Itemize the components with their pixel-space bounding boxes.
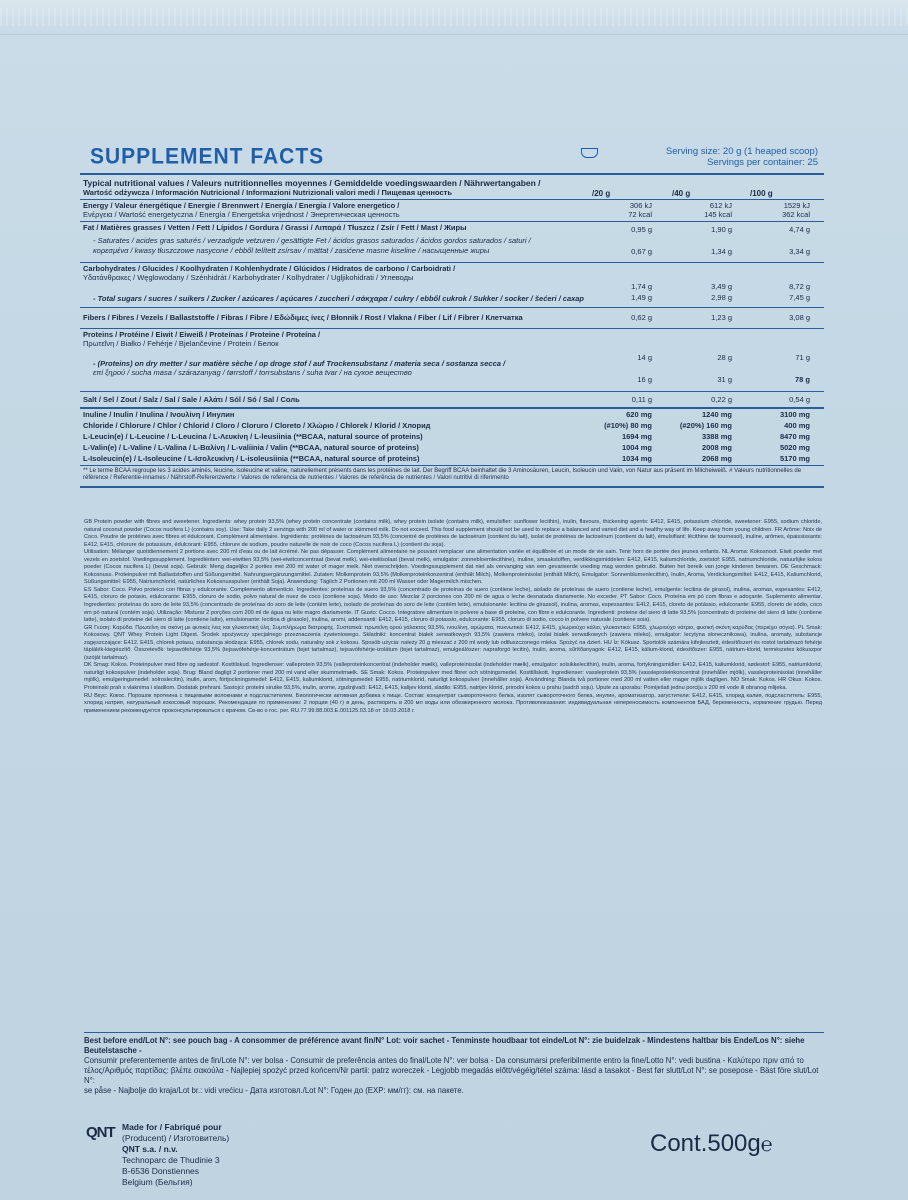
servings-per-container: Servings per container: 25: [707, 157, 818, 168]
row-label: Proteins / Protéine / Eiwit / Eiweiß / Proteínas / Proteine / Proteína /: [83, 330, 321, 339]
value-20g: 620 mg: [626, 410, 652, 419]
value-100g-kcal: 362 kcal: [782, 210, 810, 219]
value-100g: 3,08 g: [789, 313, 810, 322]
value-100g: 3100 mg: [779, 410, 810, 419]
value-100g-saturates: 3,34 g: [789, 247, 810, 256]
value-20g-kcal: 72 kcal: [628, 210, 652, 219]
value-40g-saturates: 1,34 g: [711, 247, 732, 256]
best-before-line: Best before end/Lot N°: see pouch bag - A consommer de préférence avant fin/N° Lot: voir sachet - Tenminste houdbaar tot einde/Lot N°: zie buidelzak - Mindestens haltbar bis Ende/Los N°: siehe Beutelstasche -: [84, 1036, 805, 1055]
value-20g-saturates: 0,67 g: [631, 247, 652, 256]
value-100g: 5020 mg: [779, 443, 810, 452]
value-100g: 1529 kJ: [783, 201, 810, 210]
nutrition-row-isoleucine: [80, 453, 824, 465]
row-label: Inuline / Inulin / Inulina / Ινουλίνη / Инулин: [83, 410, 235, 419]
value-20g: 306 kJ: [629, 201, 652, 210]
manufacturer-address: [122, 1122, 229, 1188]
qnt-logo: QNT: [86, 1124, 115, 1141]
column-header-40g: /40 g: [672, 189, 691, 198]
made-for-label: Made for / Fabriqué pour: [122, 1122, 222, 1132]
nutrition-row-chloride: [80, 420, 824, 431]
row-label-2: Ενέργεια / Wartość energetyczna / Energía / Energetska vrijednost / Энергетическая ценность: [83, 210, 400, 220]
ingredients-paragraph: GB Protein powder with fibres and sweetener. Ingredients: whey protein 93,5% (whey protein concentrate (contains milk), whey protein isolate (contains milk), emulsifier: sunflower lecithin), inulin, flavours, thickening agents: E412, E415, potassium chloride, sweetener: E955, sodium chloride, natural coconut powder (Cocos nucifera L) (contains soy). Use: Take daily 2 servings with 200 ml of water or skimmed milk. Do not exceed. This food supplement should not be used to replace a balanced and varied diet and a healthy way of life. Keep away from young children. FR Arôme: Noix de Coco. Poudre de protéines avec fibres et édulcorant. Complément alimentaire. Ingrédients: protéines de lactosérum 93,5% (concentré de protéines de lactosérum (contient du lait), isolat de protéines de lactosérum (contient du lait), émulsifiant: lécithine de tournesol), inuline, arômes, épaississants: E412, E415, chlorure de potassium, édulcorant: E955, chlorure de sodium, poudre naturelle de noix de coco (Cocos nucifera L) (contient du soja).: [84, 519, 822, 548]
bcaa-footnote: ** Le terme BCAA regroupe les 3 acides aminés, leucine, isoleucine et valine, naturellement présents dans les protéines de lait. Der Begriff BCAA beinhaltet die 3 Aminosäuren, Leucin, Isoleucin und Valin, von Natur aus präsent im Milcheiweiß. # Valeurs nutritionnelles de référence / Referentie-innames / Nährstoff-Referenzwerte / Valores de referencia de nutrientes / Valores de referência de nutrientes / Valori nutritivi di riferimento: [80, 465, 824, 484]
ingredients-paragraph: GR Γεύση: Καρύδα. Πρωτεΐνη σε σκόνη με φυτικές ίνες και γλυκαντική ύλη. Συμπλήρωμα διατροφής. Συστατικά: πρωτεΐνη ορού γάλακτος 93,5%, ινουλίνη, αρώματα, πυκνωτικά: E412, E415, χλωριούχο κάλιο, γλυκαντικό: E955, χλωριούχο νάτριο, φυσική σκόνη καρύδας (περιέχει σόγια). PL Smak: Kokosowy. QNT Whey Protein Light Digest. Środek spożywczy specjalnego przeznaczenia żywieniowego. Składniki: koncentrat białek serwatkowych 93,5% (zawiera mleko), izolat białek serwatkowych (zawiera mleko), emulgator: lecytyna słonecznikowa), inulina, aromaty, substancje zagęszczające: E412, E415, chlorek potasu, substancja słodząca: E955, chlorek sodu, naturalny sok z kokosu. Sposób użycia: należy 20 g mieszać z 200 ml wody lub odtłuszczonego mleka. Spożyć na dzień. HU Íz: Kókusz. Sportolók számára kifejlesztett, édesítőszert és rostot tartalmazó fehérje táplálék-kiegészítő. Összetevők: tejsavófehérje 93,5% (tejsavófehérje-koncentrátum (tejet tartalmaz), tejsavófehérje-izolátum (tejet tartalmaz), emulgeálószer: napraforgó lecitin), inulin, aroma, sűrítőanyagok: E412, E415, kálium-klorid, édesítőszer: E955, nátrium-klorid, természetes kókuszpor (szóját tartalmaz).: [84, 624, 822, 661]
row-label: Salt / Sel / Zout / Salz / Sal / Sale / Αλάτι / Sól / Só / Sal / Соль: [83, 395, 300, 404]
heat-seal-strip: [0, 0, 908, 35]
row-label: L-Valin(e) / L-Valine / L-Valina / L-Βαλίνη / L-valiinia / Valin (**BCAA, natural source of proteins): [83, 443, 419, 452]
value-40g: 612 kJ: [709, 201, 732, 210]
nutrition-row-inuline: [80, 407, 824, 420]
column-header-20g: /20 g: [592, 189, 611, 198]
value-20g-dry: 16 g: [637, 375, 652, 384]
value-40g-sugars: 2,98 g: [711, 293, 732, 302]
value-20g: 0,95 g: [631, 225, 652, 234]
row-label-saturates-2: κορεσμένα / kwasy tłuszczowe nasycone / ebből telített zsírsav / mättat / zasićene masne kiseline / насыщенные жиры: [93, 245, 490, 255]
value-20g-sugars: 1,49 g: [631, 293, 652, 302]
value-20g: 1004 mg: [621, 443, 652, 452]
nutrition-row-salt: [80, 391, 824, 407]
row-label-2: Υδατάνθρακες / Węglowodany / Szénhidrát / Karbohydrater / Kolhydrater / Ugljikohidrati / Углеводы: [83, 273, 414, 283]
ingredients-paragraph: ES Sabor: Coco. Polvo proteico con fibras y edulcorante. Complemento alimenticio. Ingredientes: proteínas de suero 93,5% (concentrado de proteínas de suero (contiene leche), aislado de proteínas de suero (contiene leche), emulgente: lecitina de girasol), inulina, aromas, espesantes: E412, E415, cloruro de potasio, edulcorante: E955, cloruro de sodio, polvo natural de nuez de coco (contiene soja). Modo de uso: Mezclar 2 porciones con 200 ml de agua o leche desnatada diariamente. No exceder. PT Sabor: Coco. Proteína em pó com fibras e adoçante. Suplemento alimentar. Ingredientes: proteínas do soro de leite 93,5% (concentrado de proteínas do soro de leite (contém leite), isolado de proteínas do soro de leite (contém leite), emulsionante: lecitina de girassol), inulina, aromas, espessantes: E412, E415, cloreto de potássio, edulcorante: E955, cloreto de sódio, coco em pó natural (contém soja). Utilização: Misturar 2 porções com 200 ml de água ou leite magro diariamente. IT Gusto: Cocco. Integratore alimentare in polvere a base di proteine, con fibre e edulcorante. Ingredienti: proteine del siero di latte 93,5% (concentrato di proteine del siero di latte (contiene latte), isolato di proteine del siero di latte (contiene latte), emulsionante: lecitina di girasole), inulina, aromi, addensanti: E412, E415, cloruro di potassio, edulcorante: E955, cloruro di sodio, cocco in polvere naturale (contiene soia).: [84, 586, 822, 624]
row-label: Fibers / Fibres / Vezels / Ballaststoffe / Fibras / Fibre / Εδώδιμες ίνες / Błonnik / Rost / Vlakna / Fiber / Lif / Fibrer / Клетчатка: [83, 313, 523, 322]
serving-info: [666, 146, 818, 168]
nutrition-row-leucine: [80, 431, 824, 442]
row-label-dry-matter-2: επί ξηρού / sucha masa / szárazanyag / tørrstoff / torrsubstans / suha tvar / на сухое вещество: [93, 367, 412, 377]
value-40g: 2068 mg: [701, 454, 732, 463]
value-40g: 2008 mg: [701, 443, 732, 452]
nutrition-header: [80, 175, 824, 199]
value-100g: 8470 mg: [779, 432, 810, 441]
panel-divider: [80, 486, 824, 488]
row-label: L-Isoleucin(e) / L-Isoleucine / L-Ισολευκίνη / L-isoleusiinia (**BCAA, natural source of proteins): [83, 454, 420, 463]
row-label-2: Πρωτεΐνη / Białko / Fehérje / Bjelančevine / Protein / Белок: [83, 339, 279, 349]
ingredients-paragraph: DK Smag: Kokos. Proteinpulver med fibre og sødestof. Kosttilskud. Ingredienser: valleprotein 93,5% (valleproteinkoncentrat (indeholder mælk), valleproteinisolat (indeholder mælk), emulgator: solsikkelecithin), inulin, aroma, fortykningsmidler: E412, E415, kaliumklorid, sødestof: E955, natriumklorid, naturligt kokospulver (indeholder soja). Brug: Bland dagligt 2 portioner med 200 ml vand eller skummetmælk. SE Smak: Kokos. Proteinpulver med fibrer och sötningsmedel. Kosttillskott. Ingredienser: vassleprotein 93,5% (vassleproteinkoncentrat (innehåller mjölk), vassleproteinisolat (innehåller mjölk), emulgeringsmedel: solroslecitin), inulin, arom, förtjockningsmedel: E412, E415, kaliumklorid, sötningsmedel: E955, natriumklorid, naturligt kokospulver (innehåller soja). Användning: Blanda två portioner med 200 ml vatten eller mager mjölk dagligen. NO Smak: Kokos. HR Okus: Kokos. Proteinski prah s vlaknima i sladilom. Dodatak prehrani. Sastojci: proteini sirutke 93,5%, inulin, arome, zgušnjivači: E412, E415, kalijev klorid, sladilo: E955, natrijev klorid, prirodni kokos u prahu (sadrži soju). Upute za uporabu: Pomiješati jednu porciju s 200 ml vode ili obranog mlijeka.: [84, 662, 822, 692]
nutrition-header-line1: Typical nutritional values / Valeurs nutritionnelles moyennes / Gemiddelde voedingswaarden / Nährwertangaben /: [83, 178, 541, 188]
row-label: L-Leucin(e) / L-Leucine / L-Leucina / L-Λευκίνη / L-leusiinia (**BCAA, natural source of proteins): [83, 432, 423, 441]
ingredients-paragraph: RU Вкус: Кокос. Порошок протеина с пищевыми волокнами и подсластителем. Биологически активная добавка к пище. Состав: концентрат сывороточного белка, изолят сывороточного белка, инулин, ароматизатор, загустители: E412, E415, хлорид калия, подсластитель: E955, хлорид натрия, натуральный кокосовый порошок. Рекомендации по применению: 2 порции (40 г) в день, растворить в 200 мл воды или обезжиренного молока. Противопоказания: индивидуальная непереносимость компонентов БАД, беременность, кормление грудью. Перед применением рекомендуется проконсультироваться с врачом. Св-во о гос. рег. RU.77.99.88.003.E.001125.03.18 от 19.03.2018 г.: [84, 692, 822, 714]
nutrition-row-proteins: [80, 328, 824, 391]
value-40g: 1,23 g: [711, 313, 732, 322]
value-100g-sugars: 7,45 g: [789, 293, 810, 302]
ingredients-multilingual: [84, 519, 822, 959]
address-country: Belgium (Бельгия): [122, 1177, 193, 1187]
value-20g: 1,74 g: [631, 282, 652, 291]
row-label: Fat / Matières grasses / Vetten / Fett / Lípidos / Gordura / Grassi / Λιπαρά / Tłuszcz / Zsír / Fett / Mast / Жиры: [83, 223, 467, 232]
row-label: Chloride / Chlorure / Chlor / Chlorid / Cloro / Cloruro / Cloreto / Χλώριο / Chlorek / Klorid / Хлорид: [83, 421, 431, 430]
value-100g: 8,72 g: [789, 282, 810, 291]
row-label: Energy / Valeur énergétique / Energie / Brennwert / Energía / Energia / Valore energetico /: [83, 201, 400, 210]
serving-size: Serving size: 20 g (1 heaped scoop): [665, 146, 818, 157]
row-label-saturates: - Saturates / acides gras saturés / verzadigde vetzuren / gesättigte Fet / ácidos grasos saturados / ácidos gordos saturados / saturi /: [93, 236, 531, 246]
best-before-line: Consumir preferentemente antes de fin/Lote N°: ver bolsa - Consumir de preferência antes do final/Lote N°: ver bolsa - Da consumarsi preferibilmente entro la fine/Lotto N°: vedi bustina - Καλύτερο πριν από το: [84, 1056, 804, 1065]
value-20g: 0,11 g: [631, 395, 652, 404]
value-20g: 1034 mg: [621, 454, 652, 463]
value-40g: 1,90 g: [711, 225, 732, 234]
value-100g-dry: 78 g: [794, 375, 810, 384]
value-20g: 14 g: [637, 353, 652, 362]
value-40g: (#20%) 160 mg: [679, 421, 732, 430]
value-100g: 71 g: [795, 353, 810, 362]
supplement-facts-panel: [80, 143, 824, 488]
best-before-line: se påse - Najbolje do kraja/Lot br.: vidi vrećicu - Дата изготовл./Lot N°: Годен до (EXP: мм/гг): см. на пакете.: [84, 1086, 464, 1095]
supplement-facts-header: [80, 143, 824, 175]
estimated-sign-icon: ℮: [760, 1134, 773, 1156]
net-content: [650, 1130, 773, 1158]
nutrition-row-fat: [80, 221, 824, 262]
row-label: Carbohydrates / Glucides / Koolhydraten / Kohlenhydrate / Glúcidos / Hidratos de carbono / Carboidrati /: [83, 264, 456, 273]
nutrition-header-line2: Wartość odżywcza / Información Nutricional / Informazioni Nutrizionali valori medi / Пищевая ценность: [83, 188, 452, 197]
address-street: Technoparc de Thudinie 3: [122, 1155, 220, 1165]
value-20g: 1694 mg: [621, 432, 652, 441]
value-20g: (#10%) 80 mg: [604, 421, 652, 430]
value-40g-kcal: 145 kcal: [704, 210, 732, 219]
value-40g-dry: 31 g: [717, 375, 732, 384]
column-header-100g: /100 g: [750, 189, 773, 198]
nutrition-row-valine: [80, 442, 824, 453]
row-label-sugars: - Total sugars / sucres / suikers / Zucker / azúcares / açúcares / zuccheri / σάκχαρα / cukry / ebből cukrok / Sukker / socker / šećeri / сахар: [93, 293, 584, 303]
seal-texture: [0, 8, 908, 26]
value-100g: 400 mg: [784, 421, 810, 430]
value-40g: 1240 mg: [701, 410, 732, 419]
nutrition-row-energy: [80, 199, 824, 221]
nutrition-row-carbohydrates: [80, 262, 824, 307]
value-40g: 3,49 g: [711, 282, 732, 291]
best-before-line: τέλος/Αριθμός παρτίδας: βλέπε σακούλα - Najlepiej spożyć przed końcem/Nr partii: patrz woreczek - Legjobb megadás előtt/végéig/tétel száma: lásd a tasakot - Best før slutt/Lot N°: se posepose - Bäst före slut/Lot N°:: [84, 1066, 819, 1085]
value-40g: 0,22 g: [711, 395, 732, 404]
ingredients-paragraph: Utilisation: Mélanger quotidiennement 2 portions avec 200 ml d'eau ou de lait écrémé. Ne pas dépasser. Complément alimentaire ne pouvant remplacer une alimentation variée et équilibrée et un mode de vie sain. Tenir hors de portée des jeunes enfants. NL Aroma: Kokosnoot. Eiwit poeder met vezels en zoetstof. Voedingssupplement. Ingrediënten: wei-eiwitten 93,5% (wei-eiwitconcentraat (bevat melk), wei-eiwitisolaat (bevat melk), emulgator: zonnebloemlecithine), inuline, smaakstoffen, verdikkingsmiddelen: E412, E415, kaliumchloride, zoetstof: E955, natriumchloride, natuurlijke kokos poeder (Cocos nucifera L) (bevat soja). Gebruik: Meng dagelijks 2 porties met 200 ml water of mager melk. Niet overschrijden. Voedingssupplement dat niet als vervanging van een gevarieerde voeding mag worden gebruikt. Buiten het bereik van jonge kinderen bewaren. DE Geschmack: Kokosnuss. Proteinpulver mit Ballaststoffen und Süßungsmittel. Nahrungsergänzungsmittel. Zutaten: Molkenprotein 93,5% (Molkenproteinkonzentrat (enthält Milch), Molkenproteinisolat (enthält Milch), Emulgator: Sonnenblumenlecithin), Inulin, Aroma, Verdickungsmittel: E412, E415, Kaliumchlorid, Süßungsmittel: E955, Natriumchlorid, natürliches Kokosnusspulver (enthält Soja). Anwendung: Täglich 2 Portionen mit 200 ml Wasser oder Magermilch mischen.: [84, 549, 822, 586]
row-label-dry-matter: - (Proteins) on dry metter / sur matière sèche / op droge stof / auf Trockensubstanz / materia seca / sostanza secca /: [93, 358, 506, 368]
value-40g: 28 g: [717, 353, 732, 362]
value-100g: 0,54 g: [789, 395, 810, 404]
producer-label: (Producent) / Изготовитель): [122, 1133, 230, 1143]
value-40g: 3388 mg: [701, 432, 732, 441]
value-100g: 5170 mg: [779, 454, 810, 463]
best-before-block: [84, 1032, 824, 1096]
net-content-value: Cont.500g: [650, 1130, 761, 1157]
nutrition-row-fibers: [80, 307, 824, 328]
supplement-facts-title: SUPPLEMENT FACTS: [90, 144, 325, 169]
scoop-icon: [581, 148, 598, 158]
value-20g: 0,62 g: [631, 313, 652, 322]
address-city: B-6536 Donstiennes: [122, 1166, 200, 1176]
company-name: QNT s.a. / n.v.: [122, 1144, 178, 1154]
value-100g: 4,74 g: [789, 225, 810, 234]
